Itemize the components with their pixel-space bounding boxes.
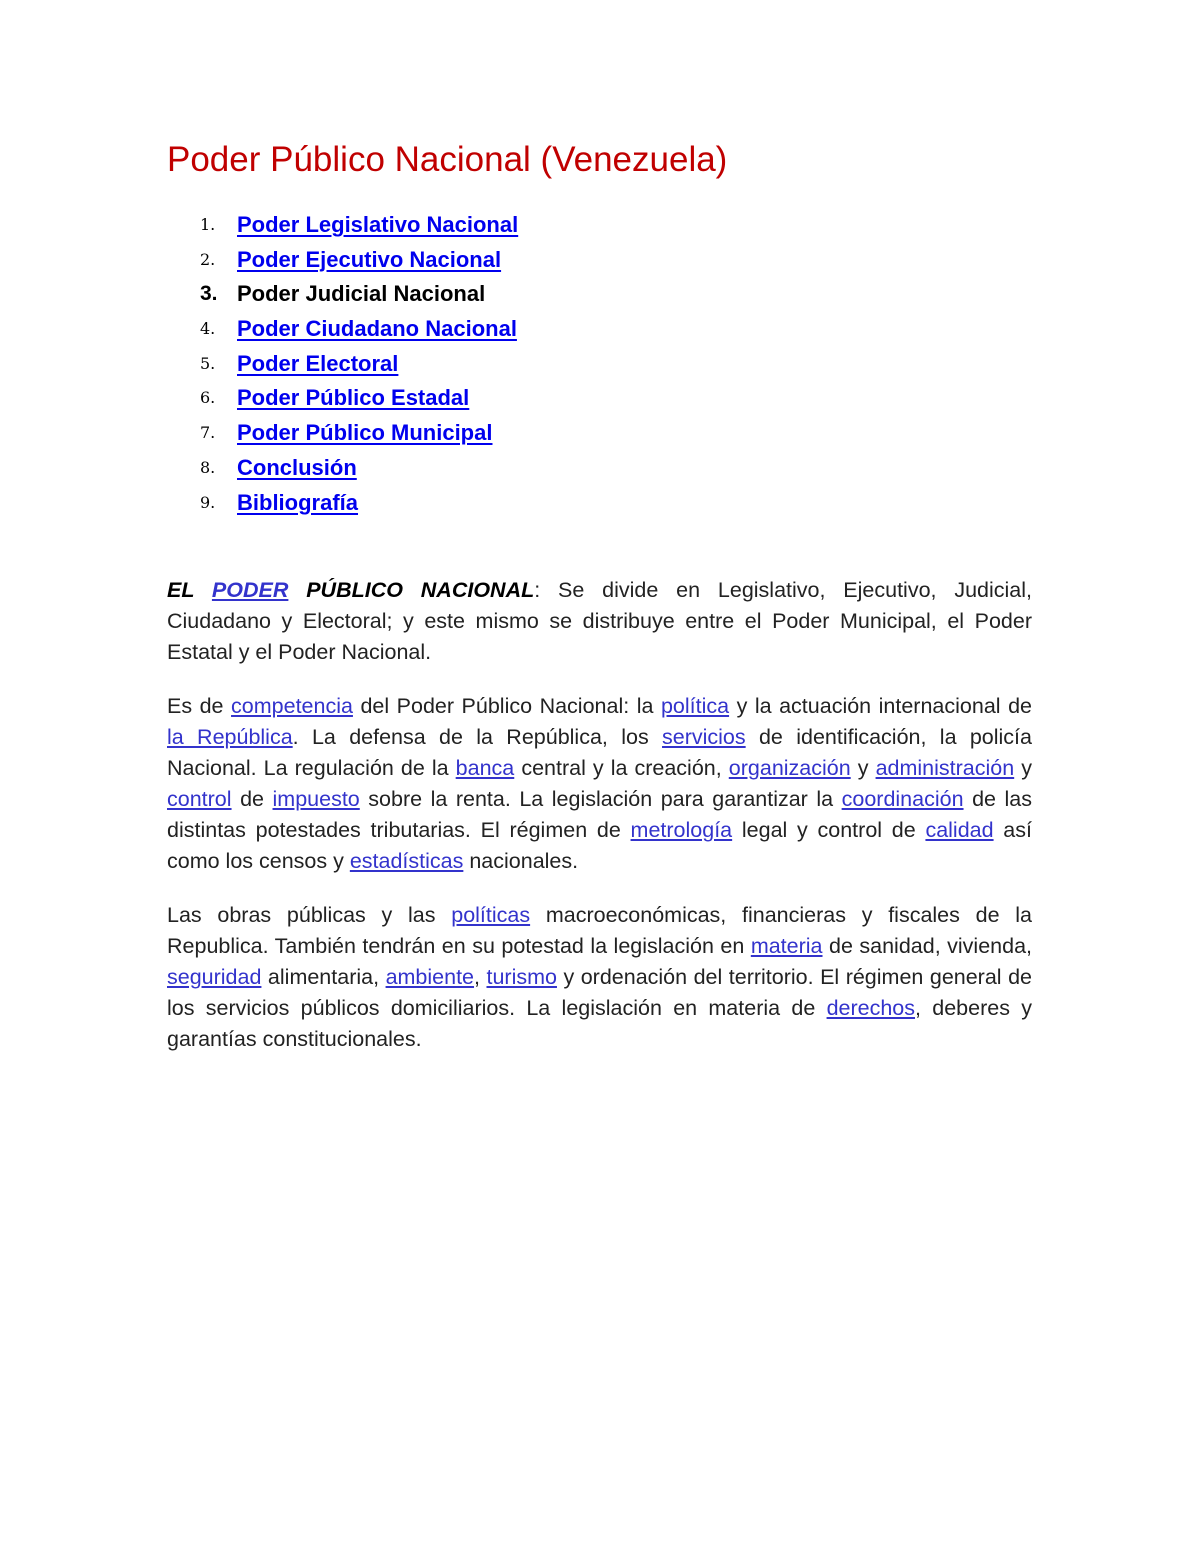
text-run: legal y control de [732,818,926,843]
text-run: Las obras públicas y las [167,903,452,928]
inline-link[interactable]: PODER [211,578,289,603]
inline-link[interactable]: estadísticas [349,849,464,874]
inline-link[interactable]: políticas [451,903,531,928]
toc-number: 5. [200,353,216,373]
inline-link[interactable]: administración [875,756,1015,781]
text-run: nacionales. [463,849,579,874]
toc-item [167,208,1032,243]
toc-number: 3. [200,282,218,306]
text-run: central y la creación, [514,756,729,781]
toc-number: 2. [200,249,216,269]
toc-text-judicial: Poder Judicial Nacional [237,281,486,307]
toc-item [167,347,1032,382]
toc-link-ciudadano[interactable]: Poder Ciudadano Nacional [237,316,517,342]
inline-link[interactable]: servicios [662,725,746,750]
toc-link-electoral[interactable]: Poder Electoral [237,350,399,376]
text-run: , deberes y garantías constitucionales. [167,996,1032,1052]
toc-number: 7. [200,423,216,443]
toc-number: 4. [200,319,216,339]
text-run: sobre la renta. La legislación para garantizar la [359,787,842,812]
page-title: Poder Público Nacional (Venezuela) [167,140,728,179]
text-run: y la actuación internacional de [729,694,1032,719]
paragraph-competencias [167,691,1032,877]
toc-item [167,277,1032,312]
text-run: y [850,756,876,781]
inline-link[interactable]: calidad [925,818,994,843]
toc-item [167,451,1032,486]
toc-number: 6. [200,388,216,408]
paragraph-intro [167,575,1032,668]
lead-text [212,578,288,602]
inline-link[interactable]: metrología [630,818,733,843]
text-run: macroeconómicas, financieras y fiscales de la Republica. También tendrán en su potestad la legislación en [167,903,1032,959]
toc-item [167,381,1032,416]
text-run: Es de [167,694,232,719]
toc-number: 8. [200,457,216,477]
toc-item [167,486,1032,521]
text-run: , [474,965,487,990]
lead-text: EL [167,578,212,603]
toc-link-ejecutivo[interactable]: Poder Ejecutivo Nacional [237,246,502,272]
text-run: y ordenación del territorio. El régimen general de los servicios públicos domiciliarios. La legislación en materia de [167,965,1032,1021]
inline-link[interactable]: banca [455,756,515,781]
document-page [167,138,1032,1055]
text-run: alimentaria, [261,965,386,990]
text-run: de las distintas potestades tributarias. El régimen de [167,787,1032,843]
text-run: de sanidad, vivienda, [822,934,1032,959]
inline-link[interactable]: derechos [826,996,916,1021]
toc-link-estadal[interactable]: Poder Público Estadal [237,385,470,411]
inline-link[interactable]: materia [750,934,823,959]
inline-link[interactable]: organización [728,756,851,781]
toc-item [167,312,1032,347]
inline-link[interactable]: control [167,787,232,812]
toc-link-municipal[interactable]: Poder Público Municipal [237,420,493,446]
inline-link[interactable]: ambiente [385,965,475,990]
text-run: de identificación, la policía Nacional. La regulación de la [167,725,1032,781]
lead-text: PÚBLICO NACIONAL [288,578,535,603]
text-run: y [1014,756,1032,781]
table-of-contents [167,208,1032,520]
inline-link[interactable]: coordinación [841,787,964,812]
text-run: : Se divide en Legislativo, Ejecutivo, Judicial, Ciudadano y Electoral; y este mismo se distribuye entre el Poder Municipal, el Poder Estatal y el Poder Nacional. [167,578,1032,665]
text-run: de [231,787,273,812]
toc-link-legislativo[interactable]: Poder Legislativo Nacional [237,212,519,237]
inline-link[interactable]: competencia [231,694,353,719]
toc-item [167,416,1032,451]
toc-number: 9. [200,492,216,512]
paragraph-obras-publicas [167,900,1032,1055]
inline-link[interactable]: la República [167,725,293,750]
inline-link[interactable]: impuesto [272,787,360,812]
inline-link[interactable]: política [660,694,730,719]
text-run: del Poder Público Nacional: la [352,694,661,719]
inline-link[interactable]: seguridad [167,965,262,990]
inline-link[interactable]: turismo [486,965,557,990]
toc-number: 1. [200,215,216,234]
toc-link-conclusion[interactable]: Conclusión [237,454,357,480]
text-run: así como los censos y [167,818,1032,874]
toc-item [167,243,1032,278]
toc-link-bibliografia[interactable]: Bibliografía [237,489,359,515]
text-run: . La defensa de la República, los [292,725,663,750]
